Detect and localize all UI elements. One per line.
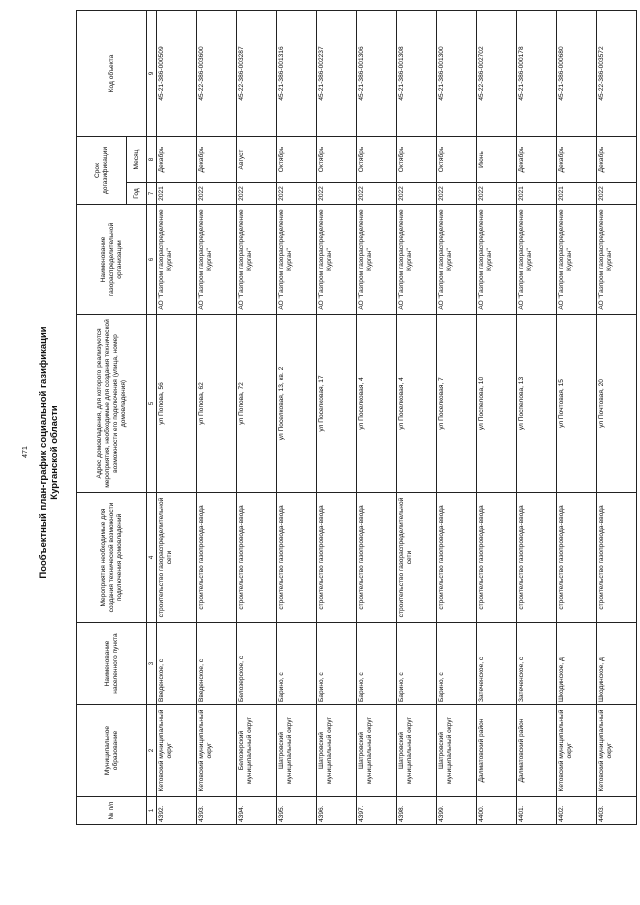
cell-address: ул Почтовая, 20 (597, 315, 637, 493)
cell-object-code: 45-21-386-000680 (557, 11, 597, 137)
cell-organization: АО "Газпром газораспределение Курган" (197, 205, 237, 315)
column-number: 2 (147, 705, 157, 797)
header-row (77, 11, 127, 825)
cell-organization: АО "Газпром газораспределение Курган" (437, 205, 477, 315)
cell-measures: строительство газопровода-ввода (317, 493, 357, 623)
table-row (397, 11, 437, 825)
cell-address: ул Поспелова, 10 (477, 315, 517, 493)
cell-municipality: Шатровский муниципальный округ (277, 705, 317, 797)
title-line-2: Курганской области (49, 405, 60, 500)
cell-municipality: Кетовский муниципальный округ (157, 705, 197, 797)
cell-settlement: Шкодинское, д (597, 623, 637, 705)
cell-settlement: Шкодинское, д (557, 623, 597, 705)
cell-month: Июнь (477, 137, 517, 183)
cell-organization: АО "Газпром газораспределение Курган" (397, 205, 437, 315)
table-row (437, 11, 477, 825)
cell-measures: строительство газопровода-ввода (437, 493, 477, 623)
cell-address: ул Попова, 72 (237, 315, 277, 493)
column-number: 8 (147, 137, 157, 183)
cell-address: ул Почтовая, 15 (557, 315, 597, 493)
cell-year: 2022 (237, 183, 277, 205)
cell-number: 4398. (397, 797, 437, 825)
cell-object-code: 45-21-386-002237 (317, 11, 357, 137)
cell-municipality: Шатровский муниципальный округ (357, 705, 397, 797)
table-row (157, 11, 197, 825)
cell-organization: АО "Газпром газораспределение Курган" (517, 205, 557, 315)
header-object-code: Код объекта (77, 11, 147, 137)
cell-number: 4399. (437, 797, 477, 825)
cell-month: Октябрь (397, 137, 437, 183)
cell-measures: строительство газораспределительной сети (157, 493, 197, 623)
column-number: 7 (147, 183, 157, 205)
column-number: 9 (147, 11, 157, 137)
header-number: № п/п (77, 797, 147, 825)
cell-municipality: Белозерский муниципальный округ (237, 705, 277, 797)
column-number: 6 (147, 205, 157, 315)
cell-number: 4400. (477, 797, 517, 825)
column-number: 1 (147, 797, 157, 825)
cell-address: ул Попова, 62 (197, 315, 237, 493)
cell-number: 4393. (197, 797, 237, 825)
cell-object-code: 45-21-386-001316 (277, 11, 317, 137)
cell-number: 4395. (277, 797, 317, 825)
cell-measures: строительство газопровода-ввода (517, 493, 557, 623)
cell-number: 4396. (317, 797, 357, 825)
cell-settlement: Барино, с (397, 623, 437, 705)
cell-address: ул Поселковая, 17 (317, 315, 357, 493)
cell-month: Декабрь (517, 137, 557, 183)
cell-settlement: Затеченское, с (517, 623, 557, 705)
header-deadline: Срок догазификации (77, 137, 127, 205)
cell-organization: АО "Газпром газораспределение Курган" (157, 205, 197, 315)
cell-month: Декабрь (157, 137, 197, 183)
cell-year: 2022 (397, 183, 437, 205)
cell-object-code: 45-22-386-003572 (597, 11, 637, 137)
cell-month: Декабрь (197, 137, 237, 183)
cell-object-code: 45-21-386-001308 (397, 11, 437, 137)
cell-month: Декабрь (597, 137, 637, 183)
cell-object-code: 45-21-386-000509 (157, 11, 197, 137)
table-row (197, 11, 237, 825)
cell-municipality: Далматовский район (517, 705, 557, 797)
cell-object-code: 45-22-386-003287 (237, 11, 277, 137)
gasification-table (76, 10, 637, 825)
cell-municipality: Шатровский муниципальный округ (437, 705, 477, 797)
cell-settlement: Введенское, с (197, 623, 237, 705)
cell-municipality: Шатровский муниципальный округ (317, 705, 357, 797)
table-body (157, 11, 637, 825)
cell-month: Октябрь (357, 137, 397, 183)
cell-object-code: 45-21-386-001300 (437, 11, 477, 137)
header-address: Адрес домовладения, для которого реализуются мероприятия, необходимые для создания технической возможности его подключения (улица, номер домовладения) (77, 315, 147, 493)
cell-municipality: Кетовский муниципальный округ (197, 705, 237, 797)
cell-year: 2022 (477, 183, 517, 205)
cell-organization: АО "Газпром газораспределение Курган" (557, 205, 597, 315)
cell-number: 4401. (517, 797, 557, 825)
cell-measures: строительство газораспределительной сети (397, 493, 437, 623)
cell-organization: АО "Газпром газораспределение Курган" (317, 205, 357, 315)
table-row (477, 11, 517, 825)
header-municipality: Муниципальное образование (77, 705, 147, 797)
cell-settlement: Барино, с (277, 623, 317, 705)
column-number-row (147, 11, 157, 825)
subheader-month: Месяц (127, 137, 147, 183)
cell-number: 4397. (357, 797, 397, 825)
table-row (277, 11, 317, 825)
cell-settlement: Барино, с (437, 623, 477, 705)
cell-municipality: Далматовский район (477, 705, 517, 797)
cell-year: 2022 (437, 183, 477, 205)
cell-settlement: Затеченское, с (477, 623, 517, 705)
header-organization: Наименование газораспределительной организации (77, 205, 147, 315)
table-row (517, 11, 557, 825)
table-row (317, 11, 357, 825)
table-row (237, 11, 277, 825)
cell-organization: АО "Газпром газораспределение Курган" (477, 205, 517, 315)
cell-organization: АО "Газпром газораспределение Курган" (237, 205, 277, 315)
cell-number: 4392. (157, 797, 197, 825)
cell-organization: АО "Газпром газораспределение Курган" (357, 205, 397, 315)
cell-measures: строительство газопровода-ввода (557, 493, 597, 623)
header-settlement: Наименование населенного пункта (77, 623, 147, 705)
cell-month: Октябрь (317, 137, 357, 183)
cell-measures: строительство газопровода-ввода (197, 493, 237, 623)
cell-month: Октябрь (277, 137, 317, 183)
cell-number: 4403. (597, 797, 637, 825)
cell-settlement: Барино, с (357, 623, 397, 705)
cell-month: Август (237, 137, 277, 183)
column-number: 4 (147, 493, 157, 623)
cell-settlement: Введенское, с (157, 623, 197, 705)
header-measures: Мероприятия необходимые для создания технической возможности подключения домовладений (77, 493, 147, 623)
cell-address: ул Попова, 56 (157, 315, 197, 493)
cell-settlement: Белозерское, с (237, 623, 277, 705)
cell-year: 2022 (597, 183, 637, 205)
cell-address: ул Поселковая, 7 (437, 315, 477, 493)
cell-address: ул Поселковая, 13, кв. 2 (277, 315, 317, 493)
cell-number: 4394. (237, 797, 277, 825)
cell-year: 2022 (317, 183, 357, 205)
cell-organization: АО "Газпром газораспределение Курган" (277, 205, 317, 315)
cell-measures: строительство газопровода-ввода (357, 493, 397, 623)
cell-municipality: Шатровский муниципальный округ (397, 705, 437, 797)
document-title (38, 100, 60, 805)
cell-address: ул Поспелова, 13 (517, 315, 557, 493)
cell-address: ул Поселковая, 4 (357, 315, 397, 493)
cell-year: 2021 (557, 183, 597, 205)
cell-year: 2021 (517, 183, 557, 205)
cell-month: Декабрь (557, 137, 597, 183)
cell-municipality: Кетовский муниципальный округ (597, 705, 637, 797)
cell-month: Октябрь (437, 137, 477, 183)
column-number: 3 (147, 623, 157, 705)
subheader-year: Год (127, 183, 147, 205)
cell-organization: АО "Газпром газораспределение Курган" (597, 205, 637, 315)
table-row (357, 11, 397, 825)
cell-measures: строительство газопровода-ввода (237, 493, 277, 623)
table-row (557, 11, 597, 825)
cell-address: ул Поселковая, 4 (397, 315, 437, 493)
page-number: 471 (22, 446, 29, 458)
cell-year: 2022 (357, 183, 397, 205)
cell-municipality: Кетовский муниципальный округ (557, 705, 597, 797)
cell-object-code: 45-22-386-003600 (197, 11, 237, 137)
cell-year: 2022 (277, 183, 317, 205)
cell-object-code: 45-22-386-002702 (477, 11, 517, 137)
cell-year: 2022 (197, 183, 237, 205)
cell-measures: строительство газопровода-ввода (277, 493, 317, 623)
cell-object-code: 45-21-386-001306 (357, 11, 397, 137)
title-line-1: Пообъектный план-график социальной газификации (38, 326, 49, 579)
cell-measures: строительство газопровода-ввода (597, 493, 637, 623)
cell-year: 2021 (157, 183, 197, 205)
table-row (597, 11, 637, 825)
column-number: 5 (147, 315, 157, 493)
cell-number: 4402. (557, 797, 597, 825)
cell-object-code: 45-21-386-000178 (517, 11, 557, 137)
cell-settlement: Барино, с (317, 623, 357, 705)
cell-measures: строительство газопровода-ввода (477, 493, 517, 623)
